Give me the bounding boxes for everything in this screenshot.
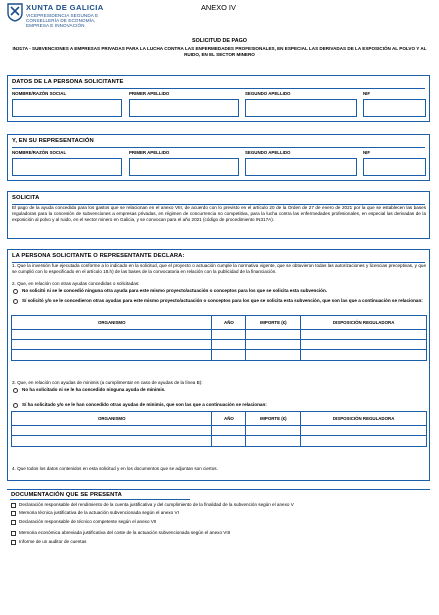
radio-label: Sí solicitó y/o se le concedieron otras ayudas para este mismo proyecto/actuación o conceptos para los que se solicita esta subvención, que son las que a continuación se relacionan: bbox=[22, 298, 423, 303]
applicant-nif-input[interactable] bbox=[363, 99, 426, 117]
logo-line: VICEPRESIDENCIA SEGUNDA E bbox=[26, 13, 99, 18]
representative-section bbox=[7, 134, 430, 181]
doc-item-label: Memoria económica abreviada justificativa del coste de la actuación subvencionada según el anexo VIII bbox=[19, 530, 231, 535]
logo-line: CONSELLERÍA DE ECONOMÍA, bbox=[26, 18, 96, 23]
applicant-surname1-input[interactable] bbox=[129, 99, 239, 117]
logo-title: XUNTA DE GALICIA bbox=[26, 3, 104, 12]
section-title: Y, EN SU REPRESENTACIÓN bbox=[12, 138, 94, 144]
doc-item-label: Declaración responsable del rendimiento de la cuenta justificativa y del cumplimiento de la finalidad de la subvención según el anexo V bbox=[19, 502, 294, 507]
field-label-surname2: SEGUNDO APELLIDO bbox=[245, 91, 291, 96]
doc-checkbox[interactable] bbox=[11, 531, 16, 536]
radio-label: Sí ha solicitado y/o se le han concedido otras ayudas de minimis, que son las que a continuación se relacionan: bbox=[22, 402, 267, 407]
declaration-item-2: 2. Que, en relación con otras ayudas concedidas o solicitadas: bbox=[12, 281, 140, 286]
radio-other-aid[interactable] bbox=[13, 299, 18, 304]
document-title: SOLICITUD DE PAGO bbox=[191, 38, 247, 44]
doc-item-label: Informe de un auditor de cuentas bbox=[19, 539, 87, 544]
field-label-surname1: PRIMER APELLIDO bbox=[129, 150, 170, 155]
column-header: IMPORTE (€) bbox=[246, 316, 301, 330]
other-aid-table bbox=[11, 315, 427, 361]
section-title: LA PERSONA SOLICITANTE O REPRESENTANTE DECLARA: bbox=[12, 253, 185, 259]
doc-checkbox[interactable] bbox=[11, 540, 16, 545]
representative-surname1-input[interactable] bbox=[129, 158, 239, 176]
doc-item-label: Declaración responsable de técnico competente según el anexo VII bbox=[19, 519, 157, 524]
request-text: El pago de la ayuda concedida para los gastos que se relacionan en el anexo VIII, de acuerdo con lo previsto en el artículo 20 de la Orden de 27 de enero de 2021 por la que se establecen las bases reguladoras para la concesión de subvenciones a empresas privadas, en régimen de concurrencia no competitiva, para la lucha contra las enfermedades profesionales, en especial las derivadas de la exposición al polvo y al ruido, en el sector minero en Galicia, y se convocan para el año 2021 (código de procedimiento IN317A). bbox=[12, 205, 426, 222]
annex-label: ANEXO IV bbox=[201, 3, 236, 12]
minimis-aid-table bbox=[11, 411, 427, 447]
field-label-nif: NIF bbox=[363, 91, 371, 96]
column-header: ORGANISMO bbox=[12, 412, 212, 426]
xunta-logo bbox=[6, 2, 156, 36]
section-divider bbox=[12, 88, 425, 89]
section-divider bbox=[12, 147, 425, 148]
section-divider bbox=[10, 499, 190, 500]
column-header: AÑO bbox=[212, 412, 246, 426]
radio-minimis[interactable] bbox=[13, 403, 18, 408]
representative-name-input[interactable] bbox=[12, 158, 122, 176]
doc-checkbox[interactable] bbox=[11, 503, 16, 508]
documentation-section bbox=[7, 489, 430, 551]
doc-item-label: Memoria técnica justificativa de la actuación subvencionada según el anexo VI bbox=[19, 510, 179, 515]
field-label-name: NOMBRE/RAZÓN SOCIAL bbox=[12, 91, 67, 96]
applicant-surname2-input[interactable] bbox=[245, 99, 357, 117]
representative-nif-input[interactable] bbox=[363, 158, 426, 176]
doc-checkbox[interactable] bbox=[11, 511, 16, 516]
field-label-surname1: PRIMER APELLIDO bbox=[129, 91, 170, 96]
declaration-item-4: 4. Que todos los datos contenidos en esta solicitud y en los documentos que se adjuntan son ciertos. bbox=[12, 466, 218, 471]
xunta-emblem-icon bbox=[6, 2, 24, 22]
applicant-name-input[interactable] bbox=[12, 99, 122, 117]
table-row bbox=[12, 330, 427, 340]
column-header: IMPORTE (€) bbox=[246, 412, 301, 426]
declaration-item-1: 1. Que la inversión fue ejecutada conforme a lo indicado en la solicitud, que el proyecto o actuación cumple la normativa vigente, que se obtuvieron todas las autorizaciones y licencias preceptivas, y que se cumplió con lo especificado en el artículo 18.h) de las bases de la convocatoria en relación con la publicidad de la financiación. bbox=[12, 263, 426, 274]
column-header: DISPOSICIÓN REGULADORA bbox=[301, 316, 427, 330]
column-header: DISPOSICIÓN REGULADORA bbox=[301, 412, 427, 426]
section-title: DOCUMENTACIÓN QUE SE PRESENTA bbox=[11, 492, 122, 498]
logo-line: EMPRESA E INNOVACIÓN bbox=[26, 23, 85, 28]
declaration-item-3: 3. Que, en relación con ayudas de minimis (a cumplimentar en caso de ayudas de la línea B): bbox=[12, 380, 203, 385]
table-row bbox=[12, 436, 427, 447]
section-title: SOLICITA bbox=[12, 195, 40, 201]
radio-no-minimis[interactable] bbox=[13, 388, 18, 393]
field-label-nif: NIF bbox=[363, 150, 371, 155]
section-title: DATOS DE LA PERSONA SOLICITANTE bbox=[12, 79, 124, 85]
representative-surname2-input[interactable] bbox=[245, 158, 357, 176]
doc-checkbox[interactable] bbox=[11, 520, 16, 525]
radio-no-other-aid[interactable] bbox=[13, 289, 18, 294]
field-label-surname2: SEGUNDO APELLIDO bbox=[245, 150, 291, 155]
radio-label: No solicitó ni se le concedió ninguna otra ayuda para este mismo proyecto/actuación o conceptos para los que se solicita esta subvención. bbox=[22, 288, 328, 293]
table-row bbox=[12, 340, 427, 350]
column-header: ORGANISMO bbox=[12, 316, 212, 330]
procedure-heading: IN317A - SUBVENCIONES A EMPRESAS PRIVADAS PARA LA LUCHA CONTRA LAS ENFERMEDADES PROFESIONALES, EN ESPECIAL LAS DERIVADAS DE LA EXPOSICIÓN AL POLVO Y AL RUIDO, EN EL SECTOR MINERO bbox=[12, 46, 427, 58]
declaration-section bbox=[7, 249, 430, 481]
table-row bbox=[12, 426, 427, 436]
radio-label: No ha solicitado ni se le ha concedido ninguna ayuda de minimis. bbox=[22, 387, 166, 392]
column-header: AÑO bbox=[212, 316, 246, 330]
request-section bbox=[7, 191, 430, 239]
table-row bbox=[12, 350, 427, 361]
field-label-name: NOMBRE/RAZÓN SOCIAL bbox=[12, 150, 67, 155]
applicant-section bbox=[7, 75, 430, 122]
